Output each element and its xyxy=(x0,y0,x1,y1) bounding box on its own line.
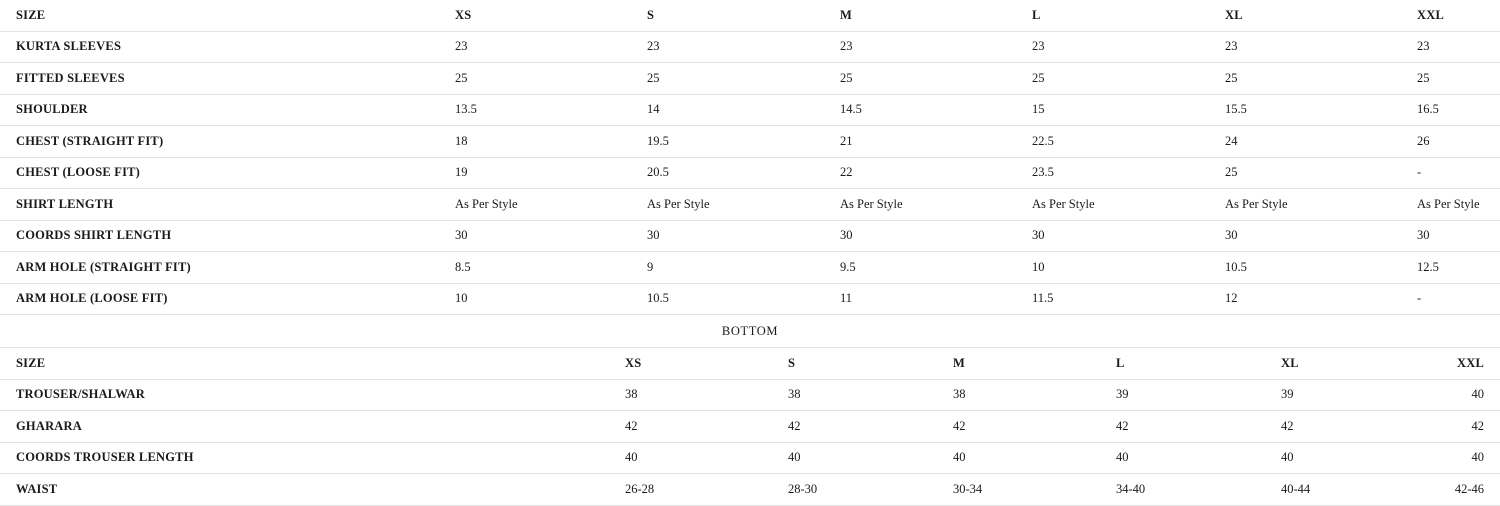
column-header-s: S xyxy=(647,7,655,22)
cell-value: 23 xyxy=(455,39,468,54)
row-label: ARM HOLE (STRAIGHT FIT) xyxy=(16,259,191,274)
table-row xyxy=(0,379,1500,411)
cell-value: 38 xyxy=(788,387,801,402)
cell-value: As Per Style xyxy=(1225,196,1288,211)
column-header-m: M xyxy=(840,7,852,22)
table-header-row xyxy=(0,0,1500,31)
column-header-s: S xyxy=(788,355,796,370)
bottom-size-table xyxy=(0,348,1500,506)
cell-value: As Per Style xyxy=(840,196,903,211)
row-label: COORDS TROUSER LENGTH xyxy=(16,450,194,465)
row-label: WAIST xyxy=(16,481,58,496)
column-header-xxl: XXL xyxy=(1457,355,1484,370)
cell-value: 42-46 xyxy=(1454,481,1484,496)
cell-value: 23 xyxy=(1032,39,1045,54)
cell-value: 23.5 xyxy=(1032,165,1054,180)
cell-value: 23 xyxy=(840,39,853,54)
cell-value: 30 xyxy=(647,228,660,243)
cell-value: 23 xyxy=(1417,39,1430,54)
cell-value: 8.5 xyxy=(455,259,471,274)
column-header-size: SIZE xyxy=(16,355,46,370)
cell-value: 25 xyxy=(455,70,468,85)
cell-value: 40 xyxy=(953,450,966,465)
cell-value: 38 xyxy=(625,387,638,402)
cell-value: 12 xyxy=(1225,291,1238,306)
cell-value: - xyxy=(1417,291,1422,306)
cell-value: 19.5 xyxy=(647,133,669,148)
cell-value: 30 xyxy=(1032,228,1045,243)
cell-value: 40 xyxy=(1471,450,1484,465)
cell-value: 40 xyxy=(1116,450,1129,465)
row-label: CHEST (LOOSE FIT) xyxy=(16,165,141,180)
column-header-xl: XL xyxy=(1225,7,1243,22)
cell-value: 20.5 xyxy=(647,165,669,180)
row-label: TROUSER/SHALWAR xyxy=(16,387,145,402)
cell-value: 12.5 xyxy=(1417,259,1439,274)
cell-value: 39 xyxy=(1116,387,1129,402)
table-row xyxy=(0,94,1500,126)
table-row xyxy=(0,157,1500,189)
cell-value: 42 xyxy=(953,418,966,433)
table-row xyxy=(0,442,1500,474)
table-row xyxy=(0,252,1500,284)
table-row xyxy=(0,126,1500,158)
cell-value: 14.5 xyxy=(840,102,862,117)
cell-value: 18 xyxy=(455,133,468,148)
table-row xyxy=(0,220,1500,252)
cell-value: 10 xyxy=(455,291,468,306)
cell-value: 11.5 xyxy=(1032,291,1054,306)
cell-value: 25 xyxy=(647,70,660,85)
column-header-xxl: XXL xyxy=(1417,7,1444,22)
cell-value: As Per Style xyxy=(455,196,518,211)
cell-value: As Per Style xyxy=(647,196,710,211)
cell-value: 21 xyxy=(840,133,853,148)
cell-value: 9.5 xyxy=(840,259,856,274)
row-label: FITTED SLEEVES xyxy=(16,70,125,85)
row-label: CHEST (STRAIGHT FIT) xyxy=(16,133,164,148)
cell-value: 24 xyxy=(1225,133,1238,148)
cell-value: 42 xyxy=(1281,418,1294,433)
cell-value: 19 xyxy=(455,165,468,180)
cell-value: As Per Style xyxy=(1417,196,1480,211)
column-header-l: L xyxy=(1032,7,1041,22)
cell-value: 40 xyxy=(1281,450,1294,465)
cell-value: 26 xyxy=(1417,133,1430,148)
column-header-l: L xyxy=(1116,355,1125,370)
cell-value: 13.5 xyxy=(455,102,477,117)
column-header-xs: XS xyxy=(625,355,642,370)
cell-value: 22.5 xyxy=(1032,133,1054,148)
cell-value: 22 xyxy=(840,165,853,180)
cell-value: 30 xyxy=(1225,228,1238,243)
table-row xyxy=(0,283,1500,315)
table-row xyxy=(0,474,1500,506)
cell-value: 10 xyxy=(1032,259,1045,274)
cell-value: 26-28 xyxy=(625,481,655,496)
cell-value: 25 xyxy=(1032,70,1045,85)
row-label: SHIRT LENGTH xyxy=(16,196,114,211)
table-row xyxy=(0,63,1500,95)
column-header-xs: XS xyxy=(455,7,472,22)
cell-value: 42 xyxy=(1471,418,1484,433)
column-header-xl: XL xyxy=(1281,355,1299,370)
row-label: ARM HOLE (LOOSE FIT) xyxy=(16,291,168,306)
cell-value: 25 xyxy=(1225,165,1238,180)
cell-value: 30 xyxy=(840,228,853,243)
cell-value: As Per Style xyxy=(1032,196,1095,211)
cell-value: 11 xyxy=(840,291,853,306)
cell-value: 9 xyxy=(647,259,654,274)
cell-value: 23 xyxy=(647,39,660,54)
cell-value: 42 xyxy=(1116,418,1129,433)
cell-value: 23 xyxy=(1225,39,1238,54)
cell-value: 10.5 xyxy=(1225,259,1247,274)
table-row xyxy=(0,31,1500,63)
row-label: GHARARA xyxy=(16,418,82,433)
cell-value: - xyxy=(1417,165,1422,180)
cell-value: 34-40 xyxy=(1116,481,1146,496)
table-header-row xyxy=(0,348,1500,379)
cell-value: 42 xyxy=(788,418,801,433)
cell-value: 40 xyxy=(625,450,638,465)
cell-value: 10.5 xyxy=(647,291,669,306)
cell-value: 40 xyxy=(1471,387,1484,402)
row-label: COORDS SHIRT LENGTH xyxy=(16,228,172,243)
cell-value: 25 xyxy=(840,70,853,85)
column-header-size: SIZE xyxy=(16,7,46,22)
column-header-m: M xyxy=(953,355,965,370)
cell-value: 30 xyxy=(1417,228,1430,243)
cell-value: 25 xyxy=(1417,70,1430,85)
cell-value: 40 xyxy=(788,450,801,465)
cell-value: 40-44 xyxy=(1281,481,1311,496)
cell-value: 42 xyxy=(625,418,638,433)
cell-value: 15.5 xyxy=(1225,102,1247,117)
row-label: KURTA SLEEVES xyxy=(16,39,122,54)
cell-value: 25 xyxy=(1225,70,1238,85)
cell-value: 15 xyxy=(1032,102,1045,117)
row-label: SHOULDER xyxy=(16,102,88,117)
cell-value: 38 xyxy=(953,387,966,402)
section-title-bottom: BOTTOM xyxy=(0,315,1500,348)
cell-value: 39 xyxy=(1281,387,1294,402)
table-row xyxy=(0,189,1500,221)
cell-value: 16.5 xyxy=(1417,102,1439,117)
cell-value: 30-34 xyxy=(953,481,983,496)
cell-value: 30 xyxy=(455,228,468,243)
cell-value: 28-30 xyxy=(788,481,818,496)
cell-value: 14 xyxy=(647,102,660,117)
table-row xyxy=(0,411,1500,443)
